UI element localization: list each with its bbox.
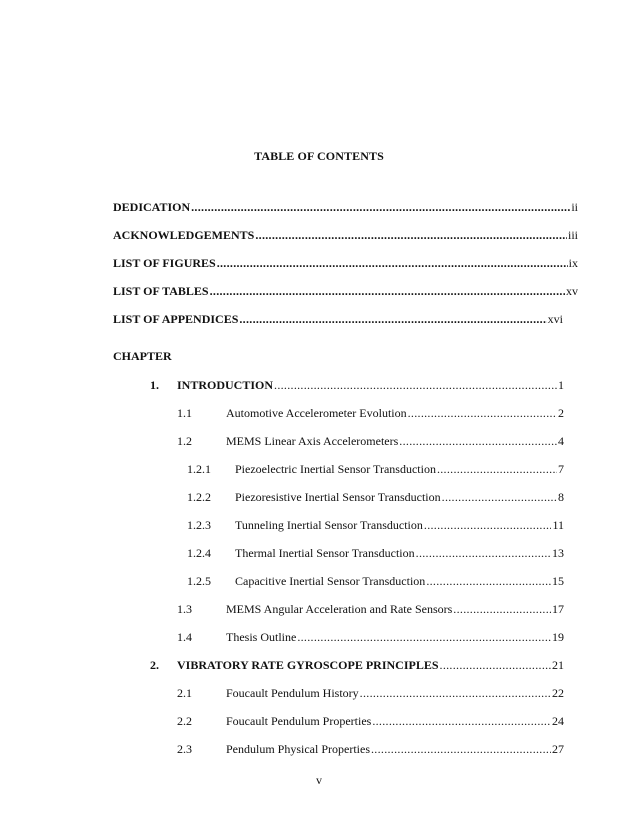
dot-leader bbox=[210, 283, 565, 299]
toc-entry-label: LIST OF FIGURES bbox=[113, 256, 216, 270]
toc-entry-section[interactable] bbox=[177, 713, 564, 729]
toc-entry-label: Piezoelectric Inertial Sensor Transduction bbox=[235, 462, 436, 476]
toc-entry-page: xv bbox=[566, 284, 578, 298]
dot-leader bbox=[408, 405, 557, 421]
toc-entry-section[interactable] bbox=[177, 629, 564, 645]
toc-entry-number: 1.2 bbox=[177, 434, 192, 448]
toc-entry-page: 19 bbox=[552, 630, 564, 644]
toc-entry-page: 15 bbox=[552, 574, 564, 588]
toc-entry-label: VIBRATORY RATE GYROSCOPE PRINCIPLES bbox=[177, 658, 439, 672]
toc-entry-label: MEMS Linear Axis Accelerometers bbox=[226, 434, 399, 448]
toc-entry-subsection[interactable] bbox=[187, 489, 564, 505]
page-number: v bbox=[316, 773, 322, 787]
toc-entry-label: Piezoresistive Inertial Sensor Transduction bbox=[235, 490, 441, 504]
toc-entry-number: 1.3 bbox=[177, 602, 192, 616]
toc-entry-page: 24 bbox=[552, 714, 564, 728]
toc-entry-section[interactable] bbox=[177, 433, 564, 449]
toc-entry-chapter-2[interactable] bbox=[150, 657, 564, 673]
toc-entry-page: 8 bbox=[558, 490, 564, 504]
chapter-heading: CHAPTER bbox=[113, 349, 172, 363]
toc-entry-number: 1.2.1 bbox=[187, 462, 211, 476]
toc-entry-number: 2.1 bbox=[177, 686, 192, 700]
toc-entry-subsection[interactable] bbox=[187, 545, 564, 561]
toc-entry-label: Capacitive Inertial Sensor Transduction bbox=[235, 574, 426, 588]
toc-entry-subsection[interactable] bbox=[187, 573, 564, 589]
toc-entry-page: iii bbox=[567, 228, 578, 242]
toc-entry-section[interactable] bbox=[177, 685, 564, 701]
dot-leader bbox=[360, 685, 551, 701]
dot-leader bbox=[440, 657, 551, 673]
dot-leader bbox=[274, 377, 557, 393]
toc-entry-page: ii bbox=[571, 200, 578, 214]
toc-entry-list-of-figures[interactable] bbox=[113, 255, 578, 271]
toc-entry-number: 2. bbox=[150, 658, 159, 672]
dot-leader bbox=[217, 255, 568, 271]
toc-entry-list-of-tables[interactable] bbox=[113, 283, 578, 299]
toc-entry-list-of-appendices[interactable] bbox=[113, 311, 563, 327]
toc-entry-page: xvi bbox=[547, 312, 563, 326]
toc-entry-page: 2 bbox=[558, 406, 564, 420]
toc-entry-page: 13 bbox=[552, 546, 564, 560]
dot-leader bbox=[437, 461, 557, 477]
toc-entry-page: 17 bbox=[552, 602, 564, 616]
toc-entry-acknowledgements[interactable] bbox=[113, 227, 578, 243]
toc-entry-label: Foucault Pendulum History bbox=[226, 686, 359, 700]
toc-entry-section[interactable] bbox=[177, 601, 564, 617]
toc-entry-page: 4 bbox=[558, 434, 564, 448]
dot-leader bbox=[297, 629, 551, 645]
toc-entry-label: LIST OF TABLES bbox=[113, 284, 209, 298]
toc-entry-page: 7 bbox=[558, 462, 564, 476]
toc-entry-label: Pendulum Physical Properties bbox=[226, 742, 370, 756]
toc-entry-subsection[interactable] bbox=[187, 461, 564, 477]
toc-entry-number: 2.2 bbox=[177, 714, 192, 728]
toc-entry-section[interactable] bbox=[177, 405, 564, 421]
toc-entry-page: 22 bbox=[552, 686, 564, 700]
dot-leader bbox=[372, 713, 551, 729]
toc-entry-label: Thesis Outline bbox=[226, 630, 297, 644]
toc-entry-label: Thermal Inertial Sensor Transduction bbox=[235, 546, 415, 560]
toc-entry-page: 21 bbox=[552, 658, 564, 672]
toc-entry-number: 1.1 bbox=[177, 406, 192, 420]
toc-entry-dedication[interactable] bbox=[113, 199, 578, 215]
toc-entry-section[interactable] bbox=[177, 741, 564, 757]
toc-entry-number: 1.4 bbox=[177, 630, 192, 644]
page-title: TABLE OF CONTENTS bbox=[254, 149, 384, 163]
toc-entry-number: 1.2.4 bbox=[187, 546, 211, 560]
dot-leader bbox=[453, 601, 551, 617]
dot-leader bbox=[416, 545, 551, 561]
dot-leader bbox=[426, 573, 551, 589]
toc-entry-subsection[interactable] bbox=[187, 517, 564, 533]
dot-leader bbox=[424, 517, 552, 533]
toc-entry-page: ix bbox=[568, 256, 578, 270]
toc-entry-page: 27 bbox=[552, 742, 564, 756]
toc-entry-label: ACKNOWLEDGEMENTS bbox=[113, 228, 255, 242]
toc-entry-number: 1. bbox=[150, 378, 159, 392]
toc-entry-number: 1.2.3 bbox=[187, 518, 211, 532]
toc-entry-number: 1.2.2 bbox=[187, 490, 211, 504]
toc-entry-label: MEMS Angular Acceleration and Rate Sensors bbox=[226, 602, 453, 616]
dot-leader bbox=[442, 489, 557, 505]
toc-entry-page: 1 bbox=[558, 378, 564, 392]
dot-leader bbox=[191, 199, 570, 215]
dot-leader bbox=[255, 227, 567, 243]
toc-entry-label: LIST OF APPENDICES bbox=[113, 312, 239, 326]
dot-leader bbox=[399, 433, 557, 449]
toc-entry-number: 1.2.5 bbox=[187, 574, 211, 588]
toc-entry-label: Foucault Pendulum Properties bbox=[226, 714, 372, 728]
dot-leader bbox=[239, 311, 546, 327]
toc-entry-label: INTRODUCTION bbox=[177, 378, 274, 392]
dot-leader bbox=[371, 741, 551, 757]
toc-entry-page: 11 bbox=[552, 518, 564, 532]
toc-entry-label: DEDICATION bbox=[113, 200, 191, 214]
toc-entry-label: Automotive Accelerometer Evolution bbox=[226, 406, 407, 420]
toc-entry-number: 2.3 bbox=[177, 742, 192, 756]
toc-entry-label: Tunneling Inertial Sensor Transduction bbox=[235, 518, 423, 532]
toc-entry-chapter-1[interactable] bbox=[150, 377, 564, 393]
